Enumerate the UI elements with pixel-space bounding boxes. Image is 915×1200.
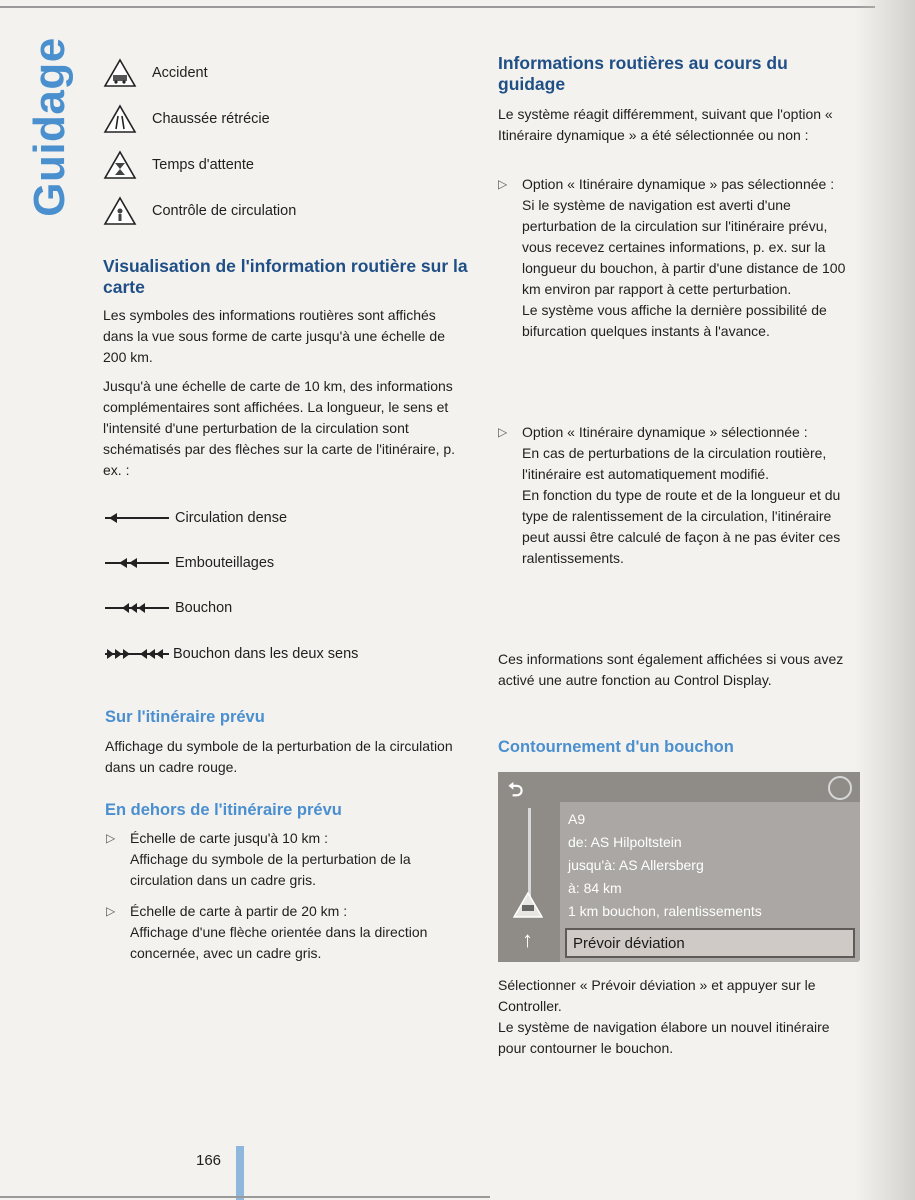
- page-marker-bar: [236, 1146, 244, 1200]
- top-rule: [0, 6, 875, 8]
- arrow-legend-item: [103, 510, 287, 526]
- arrow-legend-item: [103, 646, 358, 662]
- bullet-text: Le système vous affiche la dernière possibilité de bifurcation quelques instants à l'avance.: [522, 302, 827, 339]
- screen-header: [498, 772, 860, 802]
- arrow-label: Bouchon: [175, 600, 233, 616]
- triple-arrow-icon: [103, 602, 171, 614]
- accident-warning-icon: [103, 58, 137, 88]
- arrow-legend-item: [103, 555, 274, 571]
- traffic-info-text: [568, 808, 762, 923]
- double-arrow-icon: [103, 557, 171, 569]
- subheading-detour: Contournement d'un bouchon: [498, 738, 734, 756]
- bullet-text: Affichage d'une flèche orientée dans la direction concernée, avec un cadre gris.: [130, 924, 428, 961]
- map-paragraph-2: Jusqu'à une échelle de carte de 10 km, des informations complémentaires sont affichées. La longueur, le sens et l'intensité d'une perturbation de la circulation sont schématisés par des flèches sur la carte de l'itinéraire, p. ex. :: [103, 378, 456, 478]
- arrow-label: Bouchon dans les deux sens: [173, 646, 359, 662]
- bullet-title: Option « Itinéraire dynamique » pas sélectionnée :: [522, 176, 835, 192]
- bullet-text: En fonction du type de route et de la longueur et du type de ralentissement de la circulation, l'itinéraire peut aussi être calculé de façon à ne pas éviter ces ralentissements.: [522, 487, 841, 566]
- bullet-title: Échelle de carte à partir de 20 km :: [130, 903, 348, 919]
- symbol-item: [103, 196, 296, 226]
- page-shade: [855, 0, 915, 1200]
- plan-detour-option[interactable]: Prévoir déviation: [565, 928, 855, 958]
- info-line: de: AS Hilpoltstein: [568, 834, 682, 850]
- two-way-arrows-icon: [103, 648, 171, 660]
- symbol-item: [103, 58, 208, 88]
- symbol-label: Chaussée rétrécie: [152, 111, 270, 127]
- traffic-jam-warning-icon: [513, 892, 543, 918]
- traffic-control-warning-icon: [103, 196, 137, 226]
- symbol-label: Contrôle de circulation: [152, 203, 297, 219]
- section-heading-map: Visualisation de l'information routière sur la carte: [103, 256, 468, 297]
- off-route-bullet: [106, 828, 466, 891]
- back-arrow-icon[interactable]: ⮌: [508, 780, 524, 801]
- detour-result: Le système de navigation élabore un nouvel itinéraire pour contourner le bouchon.: [498, 1019, 830, 1056]
- arrow-label: Circulation dense: [175, 510, 288, 526]
- bullet-title: Échelle de carte jusqu'à 10 km :: [130, 830, 329, 846]
- chapter-title-text: Guidage: [25, 37, 74, 217]
- bullet-triangle-icon: ▷: [498, 425, 508, 439]
- control-display-screenshot: [498, 772, 860, 962]
- bullet-text: Affichage du symbole de la perturbation de la circulation dans un cadre gris.: [130, 851, 411, 888]
- arrow-legend-item: [103, 600, 232, 616]
- off-route-bullet: [106, 901, 466, 964]
- bullet-triangle-icon: ▷: [106, 831, 116, 845]
- bottom-rule: [0, 1196, 490, 1198]
- up-arrow-icon: ↑: [522, 927, 533, 952]
- bullet-text: En cas de perturbations de la circulation routière, l'itinéraire est automatiquement modifié.: [522, 445, 827, 482]
- section-heading-guidance: Informations routières au cours du guidage: [498, 53, 788, 94]
- symbol-label: Temps d'attente: [152, 157, 254, 173]
- chapter-title: [22, 37, 78, 217]
- info-line: A9: [568, 811, 586, 827]
- dynamic-route-on-bullet: [498, 422, 864, 569]
- page-number: 166: [196, 1152, 222, 1169]
- symbol-item: [103, 150, 254, 180]
- bullet-title: Option « Itinéraire dynamique » sélectionnée :: [522, 424, 808, 440]
- subheading-off-route: En dehors de l'itinéraire prévu: [105, 801, 342, 819]
- symbol-item: [103, 104, 270, 134]
- info-line: 1 km bouchon, ralentissements: [568, 903, 762, 919]
- bullet-text: Si le système de navigation est averti d'une perturbation de la circulation sur l'itinéraire prévu, vous recevez certaines informations, p. ex. sur la longueur du bouchon, à partir d'une distance de 100 km environ par rapport à cette perturbation.: [522, 197, 846, 297]
- bullet-triangle-icon: ▷: [498, 177, 508, 191]
- dynamic-route-off-bullet: [498, 174, 864, 342]
- controller-icon: [828, 776, 852, 800]
- road-narrows-warning-icon: [103, 104, 137, 134]
- detour-instruction: Sélectionner « Prévoir déviation » et appuyer sur le Controller.: [498, 977, 816, 1014]
- map-paragraph-1: Les symboles des informations routières sont affichés dans la vue sous forme de carte jusqu'à une échelle de 200 km.: [103, 307, 446, 365]
- info-line: jusqu'à: AS Allersberg: [568, 857, 704, 873]
- bullet-triangle-icon: ▷: [106, 904, 116, 918]
- symbol-label: Accident: [152, 65, 208, 81]
- guidance-outro: Ces informations sont également affichées si vous avez activé une autre fonction au Control Display.: [498, 651, 844, 688]
- subheading-on-route: Sur l'itinéraire prévu: [105, 708, 265, 726]
- arrow-label: Embouteillages: [175, 555, 275, 571]
- single-arrow-icon: [103, 512, 171, 524]
- info-line: à: 84 km: [568, 880, 622, 896]
- on-route-text: Affichage du symbole de la perturbation de la circulation dans un cadre rouge.: [105, 738, 453, 775]
- waiting-time-warning-icon: [103, 150, 137, 180]
- guidance-intro: Le système réagit différemment, suivant que l'option « Itinéraire dynamique » a été sélectionnée ou non :: [498, 106, 833, 143]
